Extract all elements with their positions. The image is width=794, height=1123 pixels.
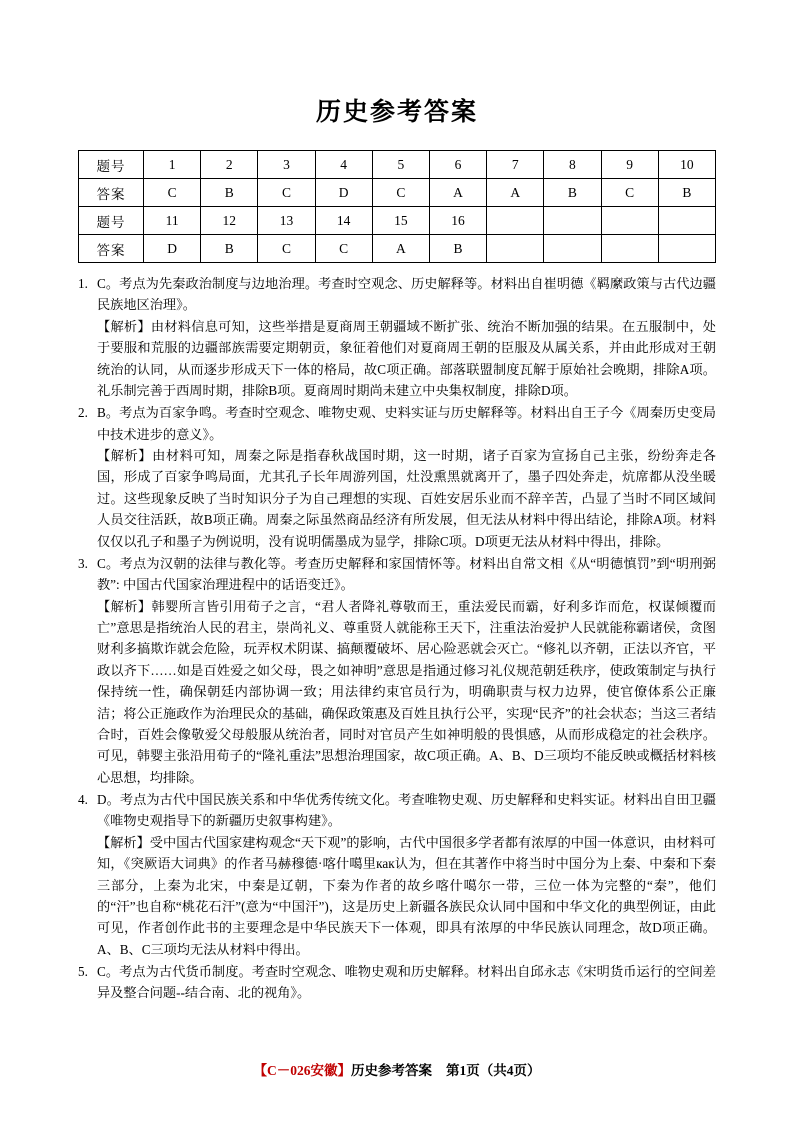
table-cell: A — [487, 179, 544, 207]
table-cell: 10 — [658, 151, 715, 179]
answer-item-main — [78, 273, 716, 316]
table-cell: 16 — [429, 207, 486, 235]
table-cell — [487, 207, 544, 235]
table-row — [79, 151, 716, 179]
item-text: C。考点为汉朝的法律与教化等。考查历史解释和家国情怀等。材料出自常文相《从“明德慎罚”到“明刑弼教”: 中国古代国家治理进程中的话语变迁》。 — [97, 555, 716, 593]
item-text: D。考点为古代中国民族关系和中华优秀传统文化。考查唯物史观、历史解释和史料实证。材料出自田卫疆《唯物史观指导下的新疆历史叙事构建》。 — [97, 792, 716, 829]
item-number: 1. — [78, 276, 88, 291]
answer-item-main — [78, 553, 716, 596]
table-row — [79, 235, 716, 263]
table-cell: B — [201, 235, 258, 263]
answer-item-2 — [78, 402, 716, 552]
item-analysis: 【解析】由材料信息可知，这些举措是夏商周王朝疆域不断扩张、统治不断加强的结果。在五服制中，处于要服和荒服的边疆部族需要定期朝贡，象征着他们对夏商周王朝的臣服及从属关系，并由此形成对王朝统治的认同，从而逐步形成天下一体的格局，故C项正确。部落联盟制度瓦解于原始社会晚期，排除A项。礼乐制完善于西周时期，排除B项。夏商周时期尚未建立中央集权制度，排除D项。 — [97, 318, 716, 398]
item-number: 4. — [78, 792, 88, 807]
table-row — [79, 207, 716, 235]
row-label: 答案 — [79, 179, 144, 207]
item-analysis: 【解析】由材料可知，周秦之际是指春秋战国时期，这一时期，诸子百家为宣扬自己主张，纷纷奔走各国，形成了百家争鸣局面，尤其孔子长年周游列国，灶没熏黑就离开了，墨子四处奔走，炕席都从没坐暖过。这些现象反映了当时知识分子为自己理想的实现、百姓安居乐业而不辞辛苦，凸显了当时不同区域间人员交往活跃，故B项正确。周秦之际虽然商品经济有所发展，但无法从材料中得出结论，排除A项。材料仅仅以孔子和墨子为例说明，没有说明儒墨成为显学，排除C项。D项更无法从材料中得出，排除。 — [97, 448, 716, 549]
table-cell: 13 — [258, 207, 315, 235]
answer-item-1 — [78, 273, 716, 401]
row-label: 题号 — [79, 207, 144, 235]
answer-item-5 — [78, 961, 716, 1004]
table-cell: B — [429, 235, 486, 263]
table-cell: 4 — [315, 151, 372, 179]
item-text: B。考点为百家争鸣。考查时空观念、唯物史观、史料实证与历史解释等。材料出自王子今《周秦历史变局中技术进步的意义》。 — [97, 405, 716, 442]
table-cell: 5 — [372, 151, 429, 179]
table-cell — [544, 207, 601, 235]
table-cell: C — [144, 179, 201, 207]
item-text: C。考点为古代货币制度。考查时空观念、唯物史观和历史解释。材料出自邱永志《宋明货币运行的空间差异及整合问题--结合南、北的视角》。 — [97, 964, 716, 1001]
answer-item-main — [78, 402, 716, 445]
table-cell — [601, 207, 658, 235]
answer-item-3 — [78, 553, 716, 788]
table-cell — [658, 207, 715, 235]
table-cell: 12 — [201, 207, 258, 235]
table-cell: 11 — [144, 207, 201, 235]
table-cell: D — [315, 179, 372, 207]
table-cell: D — [144, 235, 201, 263]
table-cell: 6 — [429, 151, 486, 179]
table-cell: B — [658, 179, 715, 207]
item-text: C。考点为先秦政治制度与边地治理。考查时空观念、历史解释等。材料出自崔明德《羁縻政策与古代边疆民族地区治理》。 — [97, 276, 716, 313]
table-cell: C — [372, 179, 429, 207]
row-label: 答案 — [79, 235, 144, 263]
footer-name: 历史参考答案 — [351, 1063, 432, 1078]
item-number: 2. — [78, 405, 88, 421]
table-cell: C — [601, 179, 658, 207]
table-cell: 14 — [315, 207, 372, 235]
table-cell: 2 — [201, 151, 258, 179]
table-cell: 3 — [258, 151, 315, 179]
item-analysis: 【解析】韩婴所言皆引用荀子之言，“君人者降礼尊敬而王，重法爱民而霸，好利多诈而危，权谋倾覆而亡”意思是指统治人民的君主，崇尚礼义、尊重贤人就能称王天下，注重法治爱护人民就能称霸诸侯，贪图财利多搞欺诈就会危险，玩弄权术阴谋、搞颠覆破坏、居心险恶就会灭亡。“修礼以齐朝，正法以齐官，平政以齐下……如是百姓爱之如父母，畏之如神明”意思是指通过修习礼仪规范朝廷秩序，使政策制定与执行保持统一性，确保朝廷内部协调一致；用法律约束官员行为，明确职责与权力边界，使官僚体系公正廉洁；将公正施政作为治理民众的基础，确保政策惠及百姓且执行公平，实现“民齐”的社会状态；当这三者结合时，百姓会像敬爱父母般服从统治者，同时对官员产生如神明般的畏惧感，从而形成稳定的社会秩序。可见，韩婴主张沿用荀子的“隆礼重法”思想治理国家，故C项正确。A、B、D三项均不能反映或概括材料核心思想，均排除。 — [97, 598, 716, 785]
table-cell: 1 — [144, 151, 201, 179]
answer-key-table — [78, 150, 716, 263]
table-cell: A — [372, 235, 429, 263]
table-cell: 7 — [487, 151, 544, 179]
answer-explanations — [78, 273, 716, 1004]
table-cell — [658, 235, 715, 263]
item-number: 5. — [78, 964, 88, 979]
table-cell: B — [544, 179, 601, 207]
answer-item-4 — [78, 789, 716, 960]
answer-item-main — [78, 961, 716, 1004]
table-cell: C — [258, 179, 315, 207]
table-cell: A — [429, 179, 486, 207]
page-title: 历史参考答案 — [315, 99, 478, 126]
table-cell: 15 — [372, 207, 429, 235]
item-analysis: 【解析】受中国古代国家建构观念“天下观”的影响，古代中国很多学者都有浓厚的中国一体意识，由材料可知，《突厥语大词典》的作者马赫穆德·喀什噶里как认为，但在其著作中将当时中国分为上秦、中秦和下秦三部分，上秦为北宋，中秦是辽朝，下秦为作者的故乡喀什噶尔一带，三位一体为完整的“秦”，他们的“汗”也自称“桃花石汗”(意为“中国汗”)，这是历史上新疆各族民众认同中国和中华文化的典型例证，由此可见，作者创作此书的主要理念是中华民族天下一体观，即具有浓厚的中华民族认同理念，故D项正确。A、B、C三项均无法从材料中得出。 — [97, 834, 716, 957]
table-cell: C — [258, 235, 315, 263]
table-row — [79, 179, 716, 207]
table-cell: B — [201, 179, 258, 207]
answer-item-main — [78, 789, 716, 832]
table-cell: 8 — [544, 151, 601, 179]
table-cell — [487, 235, 544, 263]
footer-code: 【C－026安徽】 — [253, 1063, 351, 1078]
page-footer — [0, 1059, 794, 1079]
table-cell: C — [315, 235, 372, 263]
table-cell: 9 — [601, 151, 658, 179]
item-number: 3. — [78, 555, 88, 571]
table-cell — [544, 235, 601, 263]
footer-page-number: 第1页（共4页） — [446, 1063, 541, 1078]
row-label: 题号 — [79, 151, 144, 179]
table-cell — [601, 235, 658, 263]
